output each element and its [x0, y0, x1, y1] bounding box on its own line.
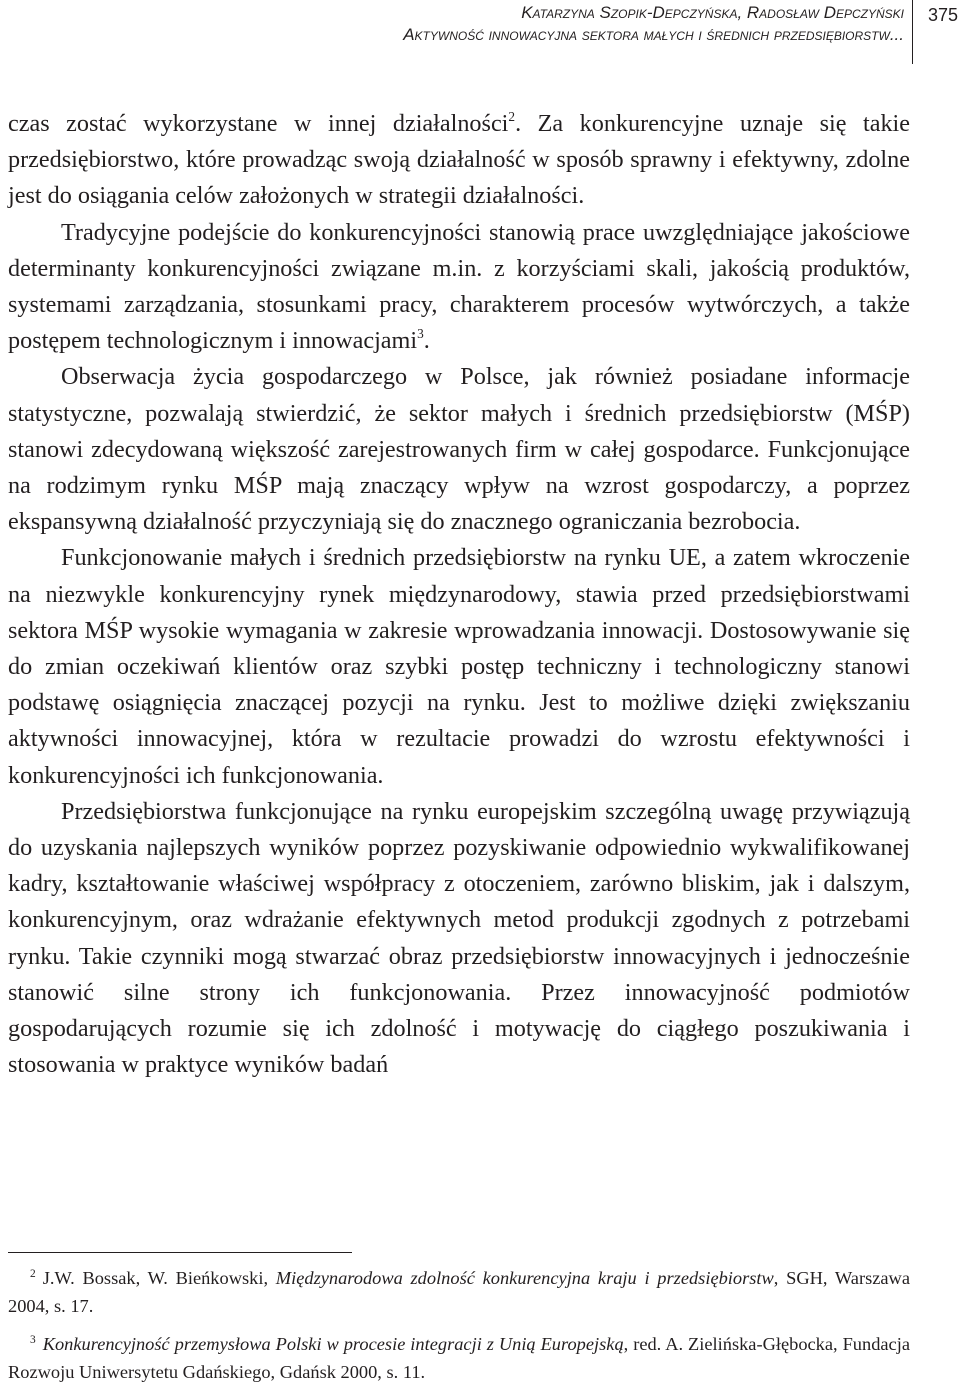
header-divider	[912, 0, 913, 64]
header-title: Aktywność innowacyjna sektora małych i średnich przedsiębiorstw...	[403, 25, 904, 44]
header-authors: Katarzyna Szopik-Depczyńska, Radosław Depczyński	[521, 3, 904, 22]
running-header	[0, 0, 960, 64]
paragraph-text: Tradycyjne podejście do konkurencyjności stanowią prace uwzględniające jakościowe determinanty konkurencyjności związane m.in. z korzyściami skali, jakością produktów, systemami zarządzania, stosunkami pracy, charakterem procesów wytwórczych, a także postępem technologicznym i innowacjami	[8, 218, 910, 355]
footnote-title: Konkurencyjność przemysłowa Polski w procesie integracji z Unią Europejską	[42, 1334, 624, 1354]
footnote-mark: 3	[30, 1333, 36, 1346]
paragraph-3: Obserwacja życia gospodarczego w Polsce, jak również posiadane informacje statystyczne, pozwalają stwierdzić, że sektor małych i średnich przedsiębiorstw (MŚP) stanowi zdecydowaną większość zarejestrowanych firm w całej gospodarce. Funkcjonujące na rodzimym rynku MŚP mają znaczący wpływ na wzrost gospodarczy, a poprzez ekspansywną działalność przyczyniają się do znacznego ograniczania bezrobocia.	[8, 363, 910, 536]
footnote-lead: J.W. Bossak, W. Bieńkowski,	[42, 1268, 276, 1288]
paragraph-1	[8, 106, 910, 215]
paragraph-text: .	[423, 327, 430, 355]
footnote-ref-3: 3	[417, 325, 424, 341]
paragraph-4: Funkcjonowanie małych i średnich przedsiębiorstw na rynku UE, a zatem wkroczenie na niezwykle konkurencyjny rynek międzynarodowy, stawia przed przedsiębiorstwami sektora MŚP wysokie wymagania w zakresie wprowadzania innowacji. Dostosowywanie się do zmian oczekiwań klientów oraz szybki postęp techniczny i technologiczny stanowi podstawę osiągnięcia znaczącej pozycji na rynku. Jest to możliwe dzięki zwiększaniu aktywności innowacyjnej, która w rezultacie prowadzi do wzrostu efektywności i konkurencyjności ich funkcjonowania.	[8, 544, 910, 789]
footnote-separator	[8, 1252, 352, 1253]
footnote-3	[8, 1330, 910, 1386]
footnote-trail: , red. A. Zielińska-Głębocka, Fundacja Rozwoju Uniwersytetu Gdańskiego, Gdańsk 2000, s. 11.	[8, 1334, 910, 1382]
paragraph-2	[8, 215, 910, 360]
footnote-mark: 2	[30, 1267, 36, 1280]
paragraph-text: czas zostać wykorzystane w innej działalności	[8, 110, 509, 137]
paragraph-text: . Za konkurencyjne uznaje się takie przedsiębiorstwo, które prowadząc swoją działalność w sposób sprawny i efektywny, zdolne jest do osiągania celów założonych w strategii działalności.	[8, 110, 911, 210]
page-number: 375	[928, 5, 959, 25]
footnotes	[8, 1264, 910, 1396]
footnote-ref-2: 2	[508, 108, 516, 124]
footnote-2	[8, 1264, 910, 1320]
paragraph-5: Przedsiębiorstwa funkcjonujące na rynku europejskim szczególną uwagę przywiązują do uzyskania najlepszych wyników poprzez pozyskiwanie odpowiednio wykwalifikowanej kadry, kształtowanie właściwej współpracy z otoczeniem, zarówno bliskim, jak i dalszym, konkurencyjnym, oraz wdrażanie efektywnych metod produkcji zgodnych z potrzebami rynku. Takie czynniki mogą stwarzać obraz przedsiębiorstw innowacyjnych i jednocześnie stanowić silne strony ich funkcjonowania. Przez innowacyjność podmiotów gospodarujących rozumie się ich zdolność i motywację do ciągłego poszukiwania i stosowania w praktyce wyników badań	[8, 797, 910, 1079]
body-text	[8, 106, 910, 1083]
footnote-trail: , SGH, Warszawa 2004, s. 17.	[8, 1268, 911, 1316]
footnote-title: Międzynarodowa zdolność konkurencyjna kraju i przedsiębiorstw	[275, 1268, 774, 1288]
